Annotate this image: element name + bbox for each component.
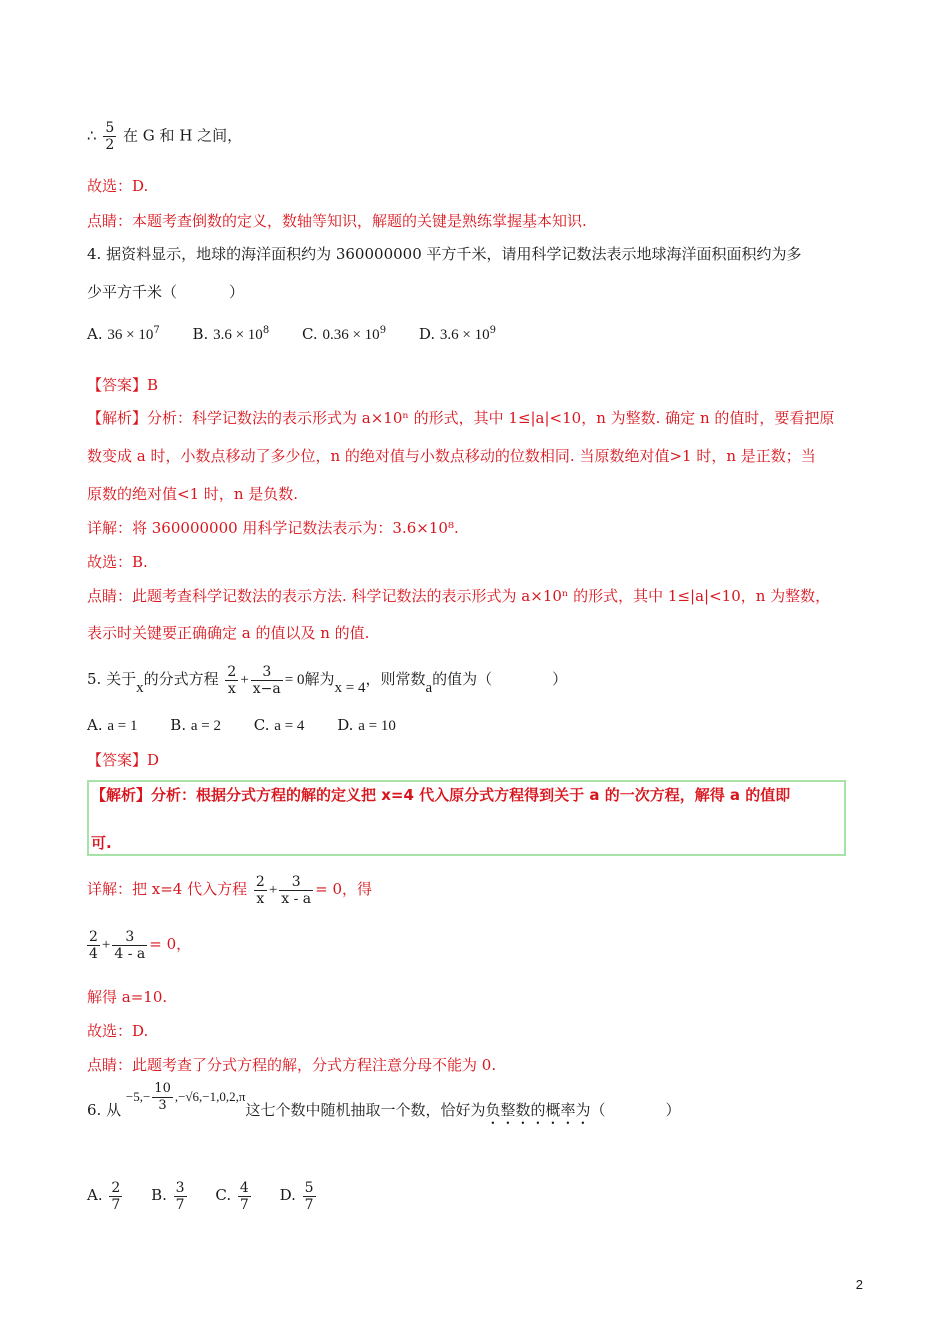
q5-analysis-1: 【解析】分析：根据分式方程的解的定义把 x=4 代入原分式方程得到关于 a 的一次方程，解得 a 的值即 bbox=[91, 786, 791, 804]
q5-answer: 【答案】D bbox=[87, 751, 160, 769]
q5-step: $\frac{2}{4}$ + $\frac{3}{4 - a}$ = 0， bbox=[89, 928, 192, 962]
q5-detail-fraction-2-over-x: $\frac{2}{x}$ bbox=[255, 873, 265, 907]
q6-option-d[interactable]: D. $\frac{5}{7}$ bbox=[279, 1179, 314, 1213]
q4-choose: 故选：B. bbox=[87, 553, 148, 571]
q6-options bbox=[87, 1173, 340, 1217]
q5-option-c[interactable]: C. a = 4 bbox=[253, 716, 305, 734]
q5-analysis-2: 可. bbox=[91, 834, 112, 852]
fraction-five-halves: $\frac{5}{2}$ bbox=[105, 120, 115, 153]
q6-fraction-10-over-3: $\frac{10}{3}$ bbox=[154, 1080, 171, 1113]
q5-option-a[interactable]: A. a = 1 bbox=[87, 716, 138, 734]
q5-detail-fraction-3-over-x-minus-a: $\frac{3}{x - a}$ bbox=[281, 873, 312, 907]
q5-choose: 故选：D. bbox=[87, 1022, 149, 1040]
q5-option-b[interactable]: B. a = 2 bbox=[170, 716, 221, 734]
q6-option-a[interactable]: A. $\frac{2}{7}$ bbox=[87, 1179, 121, 1213]
q5-stem: 5. 关于x的分式方程 $\frac{2}{x}$ + $\frac{3}{x-a}$ = 0解为x = 4，则常数a的值为（ ） bbox=[87, 663, 568, 697]
q6-emphasized-text: 负整数的概率为 bbox=[485, 1101, 591, 1119]
q4-analysis-3: 原数的绝对值<1 时，n 是负数. bbox=[87, 485, 299, 503]
q4-stem-line1: 4. 据资料显示，地球的海洋面积约为 360000000 平方千米，请用科学记数法表示地球海洋面积面积约为多 bbox=[87, 245, 802, 263]
q6-number-list: −5,− $\frac{10}{3}$ ,−√6,−1,0,2,π bbox=[125, 1080, 246, 1113]
choice-d-line: 故选：D. bbox=[87, 177, 149, 195]
q5-comment: 点睛：此题考查了分式方程的解，分式方程注意分母不能为 0. bbox=[87, 1056, 497, 1074]
q6-option-c[interactable]: C. $\frac{4}{7}$ bbox=[215, 1179, 249, 1213]
therefore-line: ∴ $\frac{5}{2}$ 在 G 和 H 之间， bbox=[87, 120, 243, 153]
q4-option-a[interactable]: A. $36 \times 10^7$ bbox=[87, 325, 160, 343]
q4-answer: 【答案】B bbox=[87, 376, 159, 394]
q4-option-c[interactable]: C. $0.36 \times 10^9$ bbox=[301, 325, 387, 343]
page-number: 2 bbox=[855, 1277, 863, 1292]
q4-options bbox=[87, 320, 524, 346]
q6-option-b[interactable]: B. $\frac{3}{7}$ bbox=[151, 1179, 185, 1213]
q5-options bbox=[87, 714, 424, 737]
q4-option-d[interactable]: D. $3.6 \times 10^9$ bbox=[418, 325, 496, 343]
q6-stem: 6. 从 −5,− $\frac{10}{3}$ ,−√6,−1,0,2,π这七个数中随机抽取一个数，恰好为负整数的概率为（ ） bbox=[87, 1090, 681, 1130]
q4-stem-line2: 少平方千米（ ） bbox=[87, 283, 245, 301]
q5-fraction-3-over-x-minus-a: $\frac{3}{x-a}$ bbox=[252, 663, 281, 697]
q4-analysis-1: 【解析】分析：科学记数法的表示形式为 a×10ⁿ 的形式，其中 1≤|a|<10，n 为整数. 确定 n 的值时，要看把原 bbox=[87, 409, 835, 427]
q4-comment-2: 表示时关键要正确确定 a 的值以及 n 的值. bbox=[87, 624, 370, 642]
q5-step-fraction-3-over-4-minus-a: $\frac{3}{4 - a}$ bbox=[114, 928, 146, 962]
comment-line: 点睛：本题考查倒数的定义，数轴等知识，解题的关键是熟练掌握基本知识. bbox=[87, 212, 587, 230]
q5-fraction-2-over-x: $\frac{2}{x}$ bbox=[227, 663, 237, 697]
q5-result: 解得 a=10. bbox=[87, 988, 168, 1006]
therefore-symbol: ∴ bbox=[87, 126, 97, 145]
q4-option-b[interactable]: B. $3.6 \times 10^8$ bbox=[192, 325, 270, 343]
q4-analysis-2: 数变成 a 时，小数点移动了多少位，n 的绝对值与小数点移动的位数相同. 当原数绝对值>1 时，n 是正数；当 bbox=[87, 447, 816, 465]
q4-comment-1: 点睛：此题考查科学记数法的表示方法. 科学记数法的表示形式为 a×10ⁿ 的形式，其中 1≤|a|<10，n 为整数， bbox=[87, 587, 831, 605]
q5-step-fraction-2-over-4: $\frac{2}{4}$ bbox=[89, 928, 98, 962]
q5-detail: 详解：把 x=4 代入方程 $\frac{2}{x}$ + $\frac{3}{x - a}$ = 0，得 bbox=[87, 873, 373, 907]
q4-detail: 详解：将 360000000 用科学记数法表示为：3.6×10⁸. bbox=[87, 519, 459, 537]
q5-option-d[interactable]: D. a = 10 bbox=[337, 716, 396, 734]
